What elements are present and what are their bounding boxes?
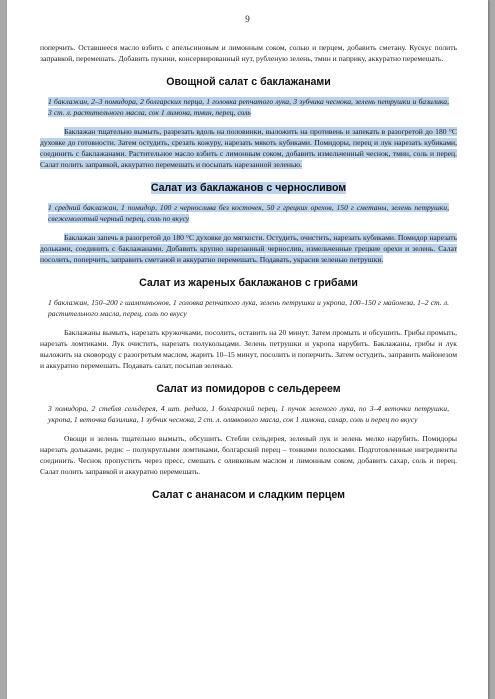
method-text: Баклажаны вымыть, нарезать кружочками, посолить, оставить на 20 минут. Затем промыть и обсушить. Грибы промыть, нарезать ломтиками. Лук очистить, нарезать полукольцами. Зелень петрушки и укропа нарубить. Баклажаны, грибы и лук выложить на сковороду с разогретым маслом, жарить 10–15 минут, посолить и поперчить. Затем остудить, заправить майонезом и аккуратно перемешать. Подавать салат, посыпав зеленью. <box>40 328 457 370</box>
recipe-title: Салат из помидоров с сельдереем <box>156 383 341 395</box>
method-text-selected[interactable]: Баклажан тщательно вымыть, разрезать вдоль на половинки, выложить на противень и запекать в разогретой до 180 °С духовке до готовности. Затем остудить, срезать кожуру, нарезать мякоть кубиками. Помидоры, перец и лук нарезать кубиками, соединить с баклажанами. Растительное масло взбить с лимонным соком, добавить измельченный чеснок, тмин, соль и перец. Салат полить заправкой, аккуратно перемешать и посыпать нарезанной зеленью. <box>40 127 457 169</box>
intro-paragraph: поперчить. Оставшееся масло взбить с апельсиновым и лимонным соком, солью и перцем, добавить сметану. Кускус полить заправкой, перемешать. Добавить пукини, консервированный нут, рубленую зелень, тмин и паприку, аккуратно перемешать. <box>40 43 457 63</box>
recipe-title-selected[interactable]: Салат из баклажанов с черносливом <box>150 182 347 194</box>
recipe-title: Овощной салат с баклажанами <box>166 76 331 88</box>
page-content <box>40 42 457 501</box>
recipe-title: Салат с ананасом и сладким перцем <box>152 489 345 501</box>
ingredients-text-selected[interactable]: 1 средний баклажан, 1 помидор, 100 г чернослива без косточек, 50 г грецких орехов, 150 г сметаны, зелень петрушки, свежемолотый черный перец, соль по вкусу <box>48 203 449 223</box>
method-text: Овощи и зелень тщательно вымыть, обсушить. Стебли сельдерея, зеленый лук и зелень мелко нарубить. Помидоры нарезать дольками, редис – полукруглыми ломтиками, болгарский перец – тонкими полосками. Подготовленные ингредиенты соединить. Чеснок пропустить через пресс, смешать с оливковым маслом и лимонным соком, добавить сахар, соль и перец. Салат полить заправкой и аккуратно перемешать. <box>40 434 457 476</box>
ingredients-text: 3 помидора, 2 стебля сельдерея, 4 шт. редиса, 1 болгарский перец, 1 пучок зеленого лука, по 3–4 веточки петрушки, укропа, 1 веточка базилика, 1 зубчик чеснока, 2 ст. л. оливкового масла, сок 1 лимона, сахар, соль и перец по вкусу <box>48 404 449 424</box>
recipe-title: Салат из жареных баклажанов с грибами <box>139 277 358 289</box>
method-text-selected[interactable]: Баклажан запечь в разогретой до 180 °С духовке до мягкости. Остудить, очистить, нарезать кубиками. Помидор нарезать дольками, соединить с баклажанами. Добавить крупно нарезанный чернослив, измельченные грецкие орехи и зелень. Салат посолить, поперчить, заправить сметаной и аккуратно перемешать. Подавать, украсив зеленью петрушки. <box>40 233 457 264</box>
document-page <box>7 0 488 699</box>
ingredients-text-selected[interactable]: 1 баклажан, 2–3 помидора, 2 болгарских перца, 1 головка репчатого лука, 3 зубчика чеснока, зелень петрушки и базилика, 3 ст. л. растительного масла, сок 1 лимона, тмин, перец, соль <box>48 97 449 117</box>
page-number: 9 <box>245 14 250 24</box>
ingredients-text: 1 баклажан, 150–200 г шампиньонов, 1 головка репчатого лука, зелень петрушки и укропа, 100–150 г майонеза, 1–2 ст. л. растительного масла, перец, соль по вкусу <box>48 298 449 318</box>
